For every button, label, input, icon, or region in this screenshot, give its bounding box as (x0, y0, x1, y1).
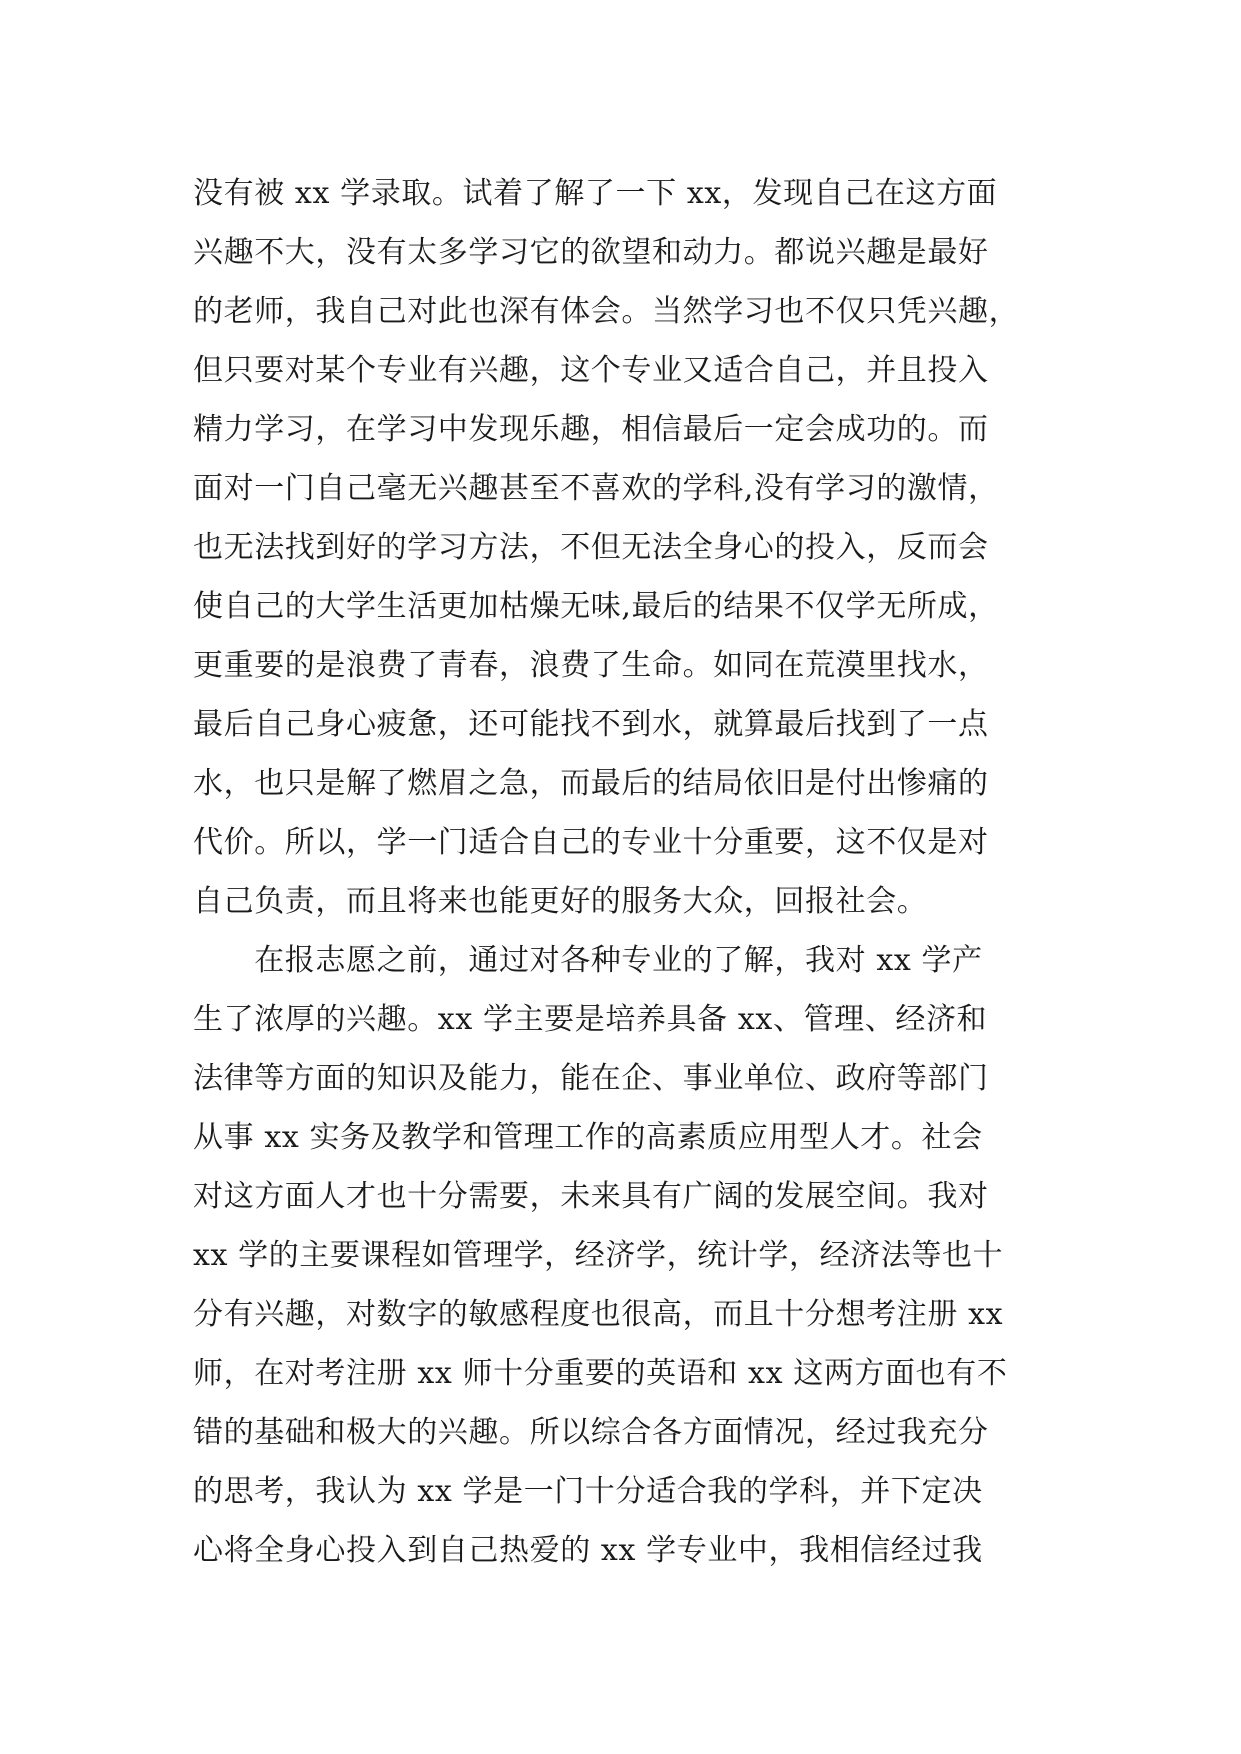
text-line: 也无法找到好的学习方法，不但无法全身心的投入，反而会 (193, 530, 989, 565)
text-line: 更重要的是浪费了青春，浪费了生命。如同在荒漠里找水， (193, 648, 989, 683)
text-line: 兴趣不大，没有太多学习它的欲望和动力。都说兴趣是最好 (193, 235, 989, 270)
text-line: 对这方面人才也十分需要，未来具有广阔的发展空间。我对 (193, 1179, 989, 1214)
text-line: 师，在对考注册 xx 师十分重要的英语和 xx 这两方面也有不 (193, 1356, 1008, 1391)
text-line: xx 学的主要课程如管理学，经济学，统计学，经济法等也十 (193, 1238, 1004, 1273)
text-line: 使自己的大学生活更加枯燥无味,最后的结果不仅学无所成， (193, 589, 999, 624)
text-line: 法律等方面的知识及能力，能在企、事业单位、政府等部门 (193, 1061, 989, 1096)
text-line: 心将全身心投入到自己热爱的 xx 学专业中，我相信经过我 (193, 1533, 983, 1568)
text-line: 水，也只是解了燃眉之急，而最后的结局依旧是付出惨痛的 (193, 766, 989, 801)
text-line: 面对一门自己毫无兴趣甚至不喜欢的学科,没有学习的激情， (193, 471, 999, 506)
text-line: 自己负责，而且将来也能更好的服务大众，回报社会。 (193, 884, 928, 919)
text-line: 分有兴趣，对数字的敏感程度也很高，而且十分想考注册 xx (193, 1297, 1004, 1332)
text-line: 精力学习，在学习中发现乐趣，相信最后一定会成功的。而 (193, 412, 989, 447)
text-line: 但只要对某个专业有兴趣，这个专业又适合自己，并且投入 (193, 353, 989, 388)
text-line: 没有被 xx 学录取。试着了解了一下 xx，发现自己在这方面 (193, 176, 998, 211)
text-line: 的思考，我认为 xx 学是一门十分适合我的学科，并下定决 (193, 1474, 983, 1509)
text-line: 在报志愿之前，通过对各种专业的了解，我对 xx 学产 (193, 943, 983, 978)
text-line: 代价。所以，学一门适合自己的专业十分重要，这不仅是对 (193, 825, 989, 860)
text-line: 错的基础和极大的兴趣。所以综合各方面情况，经过我充分 (193, 1415, 989, 1450)
body-text (193, 164, 1073, 1580)
text-line: 从事 xx 实务及教学和管理工作的高素质应用型人才。社会 (193, 1120, 983, 1155)
text-line: 的老师，我自己对此也深有体会。当然学习也不仅只凭兴趣， (193, 294, 1020, 329)
text-line: 生了浓厚的兴趣。xx 学主要是培养具备 xx、管理、经济和 (193, 1002, 988, 1037)
text-line: 最后自己身心疲惫，还可能找不到水，就算最后找到了一点 (193, 707, 989, 742)
